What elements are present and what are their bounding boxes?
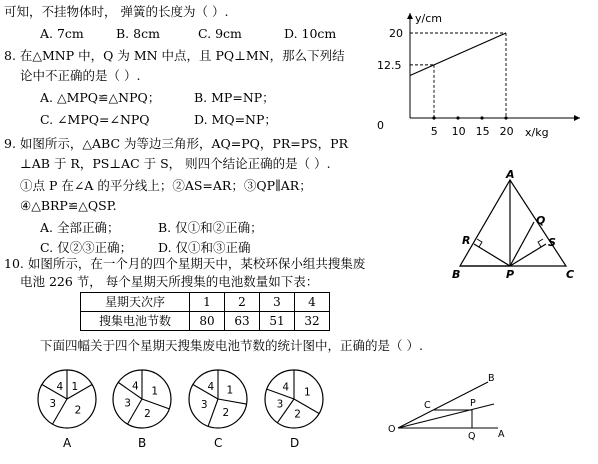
q10-line1: 10. 如图所示，在一个月的四个星期天中，某校环保小组共搜集废 xyxy=(4,256,366,271)
pie-sector-label: 4 xyxy=(132,380,139,393)
label-c: C xyxy=(424,400,431,411)
segment-pr xyxy=(474,244,510,266)
table-cell: 搜集电池节数 xyxy=(81,312,190,331)
label-a: A xyxy=(506,168,515,181)
x-tick-label: 10 xyxy=(451,125,466,138)
q10-line3: 下面四幅关于四个星期天搜集废电池节数的统计图中，正确的是（ ）. xyxy=(40,338,423,353)
q9-line4: ④△BRP≌△QSP. xyxy=(20,198,117,213)
y-tick-label: 12.5 xyxy=(377,58,402,72)
label-r: R xyxy=(462,234,471,247)
triangle-abc xyxy=(460,180,566,266)
ray-op xyxy=(398,404,494,428)
q8-option-a: A. △MPQ≌△NPQ； xyxy=(40,90,161,105)
q9-option-a: A. 全部正确； xyxy=(40,220,120,235)
table-cell: 3 xyxy=(260,293,295,312)
q9-line3: ①点 P 在∠A 的平分线上；②AS=AR；③QP∥AR； xyxy=(20,178,312,193)
pie-sector-label: 1 xyxy=(151,385,159,398)
series-line xyxy=(410,33,506,76)
x-tick-label: 15 xyxy=(475,125,490,138)
x-tick-mark xyxy=(504,116,507,119)
q10-line2: 电池 226 节， 每个星期天所搜集的电池数量如下表： xyxy=(20,274,319,289)
pie-sector-label: 1 xyxy=(71,380,79,393)
label-o: O xyxy=(388,424,396,435)
x-tick-label: 20 xyxy=(499,125,514,138)
x-tick-mark xyxy=(432,116,435,119)
label-c: C xyxy=(566,268,575,281)
x-tick-mark xyxy=(456,116,459,119)
y-axis-label: y/cm xyxy=(415,12,442,25)
q9-line2: ⊥AB 于 R，PS⊥AC 于 S， 则四个结论正确的是（ ）. xyxy=(20,156,331,171)
label-b: B xyxy=(452,268,461,281)
q8-line1: 8. 在△MNP 中，Q 为 MN 中点，且 PQ⊥MN，那么下列结 xyxy=(4,48,345,63)
q8-line2: 论中不正确的是（ ）. xyxy=(20,68,141,83)
label-b: B xyxy=(488,373,495,384)
q8-option-d: D. MQ=NP； xyxy=(194,112,277,127)
spring-length-graph xyxy=(375,8,590,143)
label-q: Q xyxy=(536,214,546,227)
q9-option-b: B. 仅①和②正确； xyxy=(158,220,263,235)
q7-option-b: B. 8cm xyxy=(116,26,160,41)
pie-sector-edge xyxy=(267,389,294,399)
pie-sector-label: 1 xyxy=(304,386,311,399)
q7-stem: 可知，不挂物体时， 弹簧的长度为（ ）. xyxy=(4,4,229,19)
table-row xyxy=(81,293,330,312)
pie-sector-label: 2 xyxy=(222,407,230,420)
pie-sector-label: 4 xyxy=(282,381,290,394)
battery-table xyxy=(80,292,330,331)
label-a: A xyxy=(498,429,505,440)
y-axis-arrow xyxy=(407,13,413,19)
q7-option-a: A. 7cm xyxy=(40,26,84,41)
pie-sector-edge xyxy=(42,385,67,400)
origin-label: 0 xyxy=(377,119,384,132)
pie-sector-edge xyxy=(218,399,247,404)
label-p: P xyxy=(506,268,515,281)
q7-option-c: C. 9cm xyxy=(198,26,242,41)
x-axis-label: x/kg xyxy=(525,126,549,139)
angle-figure xyxy=(388,372,513,442)
table-row xyxy=(81,312,330,331)
pie-option-label: B xyxy=(138,436,147,450)
pie-sector-label: 2 xyxy=(144,408,151,421)
label-q: Q xyxy=(468,431,476,442)
pie-sector-label: 1 xyxy=(226,384,234,397)
pie-sector-edge xyxy=(208,399,218,426)
q8-option-c: C. ∠MPQ=∠NPQ xyxy=(40,112,150,127)
table-cell: 星期天次序 xyxy=(81,293,190,312)
table-cell: 1 xyxy=(190,293,225,312)
pie-charts xyxy=(30,365,350,455)
q8-option-b: B. MP=NP； xyxy=(194,90,275,105)
q7-option-d: D. 10cm xyxy=(284,26,337,41)
pie-option-label: A xyxy=(63,436,72,450)
segment-pq xyxy=(510,222,534,266)
q9-option-d: D. 仅①和③正确 xyxy=(158,240,251,255)
pie-sector-label: 4 xyxy=(207,380,215,393)
pie-sector-label: 2 xyxy=(74,404,82,417)
triangle-figure xyxy=(448,170,578,282)
table-cell: 63 xyxy=(225,312,260,331)
table-cell: 51 xyxy=(260,312,295,331)
q9-line1: 9. 如图所示，△ABC 为等边三角形，AQ=PQ，PR=PS，PR xyxy=(4,136,348,151)
x-tick-mark xyxy=(480,116,483,119)
pie-sector-label: 3 xyxy=(124,397,131,410)
label-p: P xyxy=(470,398,476,409)
label-s: S xyxy=(548,236,556,249)
table-cell: 80 xyxy=(190,312,225,331)
x-axis-arrow xyxy=(574,115,580,121)
q9-option-c: C. 仅②③正确； xyxy=(40,240,133,255)
pie-sector-label: 4 xyxy=(56,380,64,393)
pie-sector-label: 3 xyxy=(276,398,284,411)
pie-option-label: C xyxy=(214,436,223,450)
x-tick-label: 5 xyxy=(430,125,438,138)
pie-sector-label: 2 xyxy=(294,408,301,421)
y-tick-label: 20 xyxy=(389,27,403,40)
pie-sector-label: 3 xyxy=(200,399,208,412)
pie-sector-label: 3 xyxy=(49,397,57,410)
pie-option-label: D xyxy=(290,436,300,450)
table-cell: 2 xyxy=(225,293,260,312)
table-cell: 32 xyxy=(295,312,330,331)
pie-sector-edge xyxy=(193,385,218,400)
table-cell: 4 xyxy=(295,293,330,312)
